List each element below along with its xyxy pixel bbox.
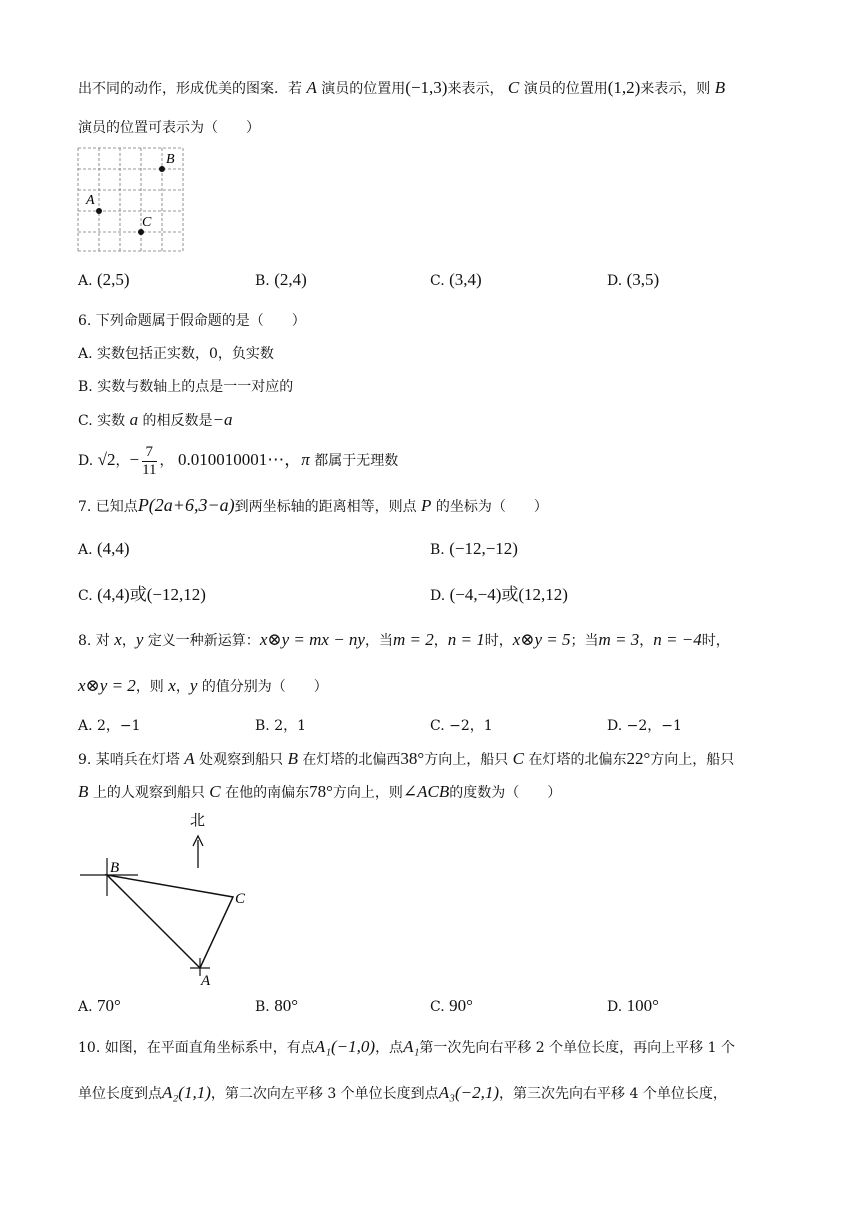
label-B: B	[110, 860, 120, 876]
option-value: (2,5)	[97, 270, 130, 289]
option-value: (−4,−4)或(12,12)	[449, 585, 568, 604]
q5-option-B[interactable]	[255, 270, 307, 291]
angle-38: 38°	[400, 749, 425, 768]
neg-a: −a	[212, 410, 233, 429]
text: ，点	[375, 1040, 404, 1056]
option-value: (2,4)	[274, 270, 307, 289]
option-value: −2，−1	[626, 718, 682, 734]
q9-option-D[interactable]	[607, 996, 659, 1017]
text: 的坐标为（ ）	[435, 499, 548, 515]
text: ，第三次先向右平移 4 个单位长度，	[499, 1086, 727, 1102]
m-equals-2: m = 2	[392, 630, 434, 649]
q9-option-B[interactable]	[255, 996, 298, 1017]
label-A: A	[201, 973, 211, 989]
var-C: C	[507, 78, 520, 97]
angle-22: 22°	[626, 749, 651, 768]
text: 定义一种新运算：	[147, 633, 260, 649]
var-B: B	[287, 749, 298, 768]
option-value: 2，1	[274, 718, 307, 734]
option-value: 80°	[274, 996, 299, 1015]
option-value: −2，1	[449, 718, 493, 734]
text: ，则	[135, 679, 164, 695]
q7-option-C[interactable]	[78, 585, 206, 606]
label-C: C	[235, 891, 246, 907]
text: 7. 已知点	[78, 499, 138, 515]
q7-option-B[interactable]	[430, 539, 518, 560]
text: 在灯塔的北偏东	[528, 752, 627, 768]
text: ，	[639, 633, 654, 649]
text: ，	[115, 453, 130, 469]
q7-stem	[78, 495, 548, 517]
q10-stem-line1	[78, 1037, 735, 1058]
option-letter: D.	[607, 999, 623, 1015]
text: C. 实数	[78, 413, 126, 429]
var-a: a	[129, 410, 139, 429]
text: 方向上，船只	[650, 752, 735, 768]
var-x: x	[168, 676, 176, 695]
option-letter: C.	[430, 273, 445, 289]
n-equals-1: n = 1	[447, 630, 485, 649]
q5-stem-line1	[78, 78, 725, 99]
point-A2: A₂(1,1)	[162, 1083, 211, 1102]
text: 方向上，则	[332, 785, 403, 801]
q8-option-B[interactable]	[255, 716, 306, 736]
option-value: (3,5)	[626, 270, 660, 289]
option-value: (−12,−12)	[449, 539, 518, 558]
operation-definition: x⊗y = mx − ny	[259, 630, 365, 649]
q9-option-A[interactable]	[78, 996, 121, 1017]
option-value: (3,4)	[449, 270, 482, 289]
text: ，第二次向左平移 3 个单位长度到点	[210, 1086, 439, 1102]
triangle-ABC	[107, 875, 233, 968]
text: 10. 如图，在平面直角坐标系中，有点	[78, 1040, 315, 1056]
text: 方向上，船只	[424, 752, 509, 768]
decimal-number: 0.010010001⋯，	[177, 450, 302, 469]
option-letter: D.	[607, 273, 623, 289]
q9-option-C[interactable]	[430, 996, 473, 1017]
var-A: A	[184, 749, 195, 768]
option-letter: A.	[78, 542, 93, 558]
point-B	[159, 166, 165, 172]
text: 来表示，则	[640, 81, 711, 97]
q8-option-D[interactable]	[607, 716, 682, 736]
text: 处观察到船只	[199, 752, 284, 768]
point-A3: A₃(−2,1)	[438, 1083, 500, 1102]
var-y: y	[135, 630, 144, 649]
option-value: 100°	[626, 996, 659, 1015]
point-A	[96, 208, 102, 214]
text: 到两坐标轴的距离相等，则点	[234, 499, 417, 515]
option-letter: A.	[78, 999, 93, 1015]
text: ；当	[570, 633, 599, 649]
text: 演员的位置用	[321, 81, 406, 97]
sqrt-2: √2	[97, 450, 116, 469]
text: 单位长度到点	[78, 1086, 162, 1102]
q6-stem: 6. 下列命题属于假命题的是（ ）	[78, 313, 306, 329]
option-letter: C.	[430, 718, 445, 734]
q5-grid-figure	[76, 146, 188, 256]
coord-C: (1,2)	[607, 78, 641, 97]
var-B: B	[78, 782, 89, 801]
pi-symbol: π	[301, 450, 310, 469]
option-letter: B.	[430, 542, 445, 558]
option-value: 70°	[97, 996, 121, 1015]
option-value: (4,4)	[97, 539, 130, 558]
text: 8. 对	[78, 633, 110, 649]
text: 的相反数是	[142, 413, 213, 429]
option-value: 2，−1	[97, 718, 141, 734]
point-P-expr: P(2a+6,3−a)	[137, 495, 235, 515]
n-equals-neg4: n = −4	[653, 630, 702, 649]
text: ，	[175, 679, 190, 695]
var-P: P	[421, 496, 432, 515]
option-letter: D.	[607, 718, 623, 734]
q6-option-B[interactable]: B. 实数与数轴上的点是一一对应的	[78, 379, 294, 395]
q9-stem-line1	[78, 749, 734, 770]
m-equals-3: m = 3	[598, 630, 640, 649]
text: 在灯塔的北偏西	[302, 752, 401, 768]
option-letter: D.	[430, 588, 446, 604]
text: 都属于无理数	[314, 453, 399, 469]
q5-option-C[interactable]	[430, 270, 482, 291]
text: 的值分别为（ ）	[201, 679, 328, 695]
text: 演员的位置用	[523, 81, 608, 97]
label-B: B	[166, 152, 175, 167]
result-5: x⊗y = 5	[512, 630, 571, 649]
q9-stem-line2	[78, 782, 561, 803]
text: 的度数为（ ）	[449, 785, 562, 801]
var-y: y	[189, 676, 198, 695]
option-letter: B.	[255, 999, 270, 1015]
q9-lighthouse-figure	[76, 808, 266, 990]
var-A1: A₁	[403, 1037, 420, 1056]
q8-option-A[interactable]	[78, 716, 141, 736]
q6-option-D[interactable]	[78, 443, 398, 479]
option-letter: C.	[430, 999, 445, 1015]
text: 上的人观察到船只	[92, 785, 205, 801]
option-letter: B.	[255, 718, 270, 734]
text: 时，	[484, 633, 513, 649]
var-B: B	[714, 78, 726, 97]
text: 来表示，	[447, 81, 504, 97]
angle-78: 78°	[309, 782, 333, 801]
point-A1: A₁(−1,0)	[314, 1037, 376, 1056]
var-C: C	[209, 782, 221, 801]
north-label: 北	[190, 813, 206, 829]
q7-option-A[interactable]	[78, 539, 130, 560]
denominator: 11	[142, 461, 157, 478]
q8-stem-line2	[78, 676, 328, 697]
q7-option-D[interactable]	[430, 585, 568, 606]
q6-option-C[interactable]	[78, 410, 233, 431]
option-value: 90°	[449, 996, 473, 1015]
label-C: C	[142, 215, 152, 230]
q8-stem-line1	[78, 630, 730, 651]
text: 第一次先向右平移 2 个单位长度，再向上平移 1 个	[419, 1040, 735, 1056]
q5-stem-line2: 演员的位置可表示为（ ）	[78, 120, 260, 136]
q6-option-A[interactable]: A. 实数包括正实数，0，负实数	[78, 346, 274, 362]
q8-option-C[interactable]	[430, 716, 493, 736]
coord-A: (−1,3)	[405, 78, 448, 97]
var-A: A	[306, 78, 317, 97]
var-C: C	[512, 749, 525, 768]
label-A: A	[86, 193, 95, 208]
text: 9. 某哨兵在灯塔	[78, 752, 180, 768]
numerator: 7	[142, 444, 156, 462]
option-letter: A.	[78, 718, 93, 734]
text: ，	[159, 453, 174, 469]
option-letter: D.	[78, 453, 94, 469]
option-letter: A.	[78, 273, 93, 289]
angle-ACB: ∠ACB	[402, 782, 450, 801]
result-2: x⊗y = 2	[78, 676, 136, 695]
option-value: (4,4)或(−12,12)	[97, 585, 206, 604]
text: 出不同的动作，形成优美的图案．若	[78, 81, 302, 97]
q5-option-A[interactable]	[78, 270, 130, 291]
q10-stem-line2	[78, 1083, 727, 1104]
text: 时，	[701, 633, 730, 649]
text: ，	[433, 633, 448, 649]
option-letter: B.	[255, 273, 270, 289]
option-letter: C.	[78, 588, 93, 604]
var-x: x	[114, 630, 122, 649]
fraction-7-11	[142, 444, 156, 479]
text: ，当	[364, 633, 393, 649]
text: 在他的南偏东	[225, 785, 310, 801]
q5-option-D[interactable]	[607, 270, 659, 291]
minus-sign: −	[129, 450, 140, 469]
text: ，	[121, 633, 136, 649]
